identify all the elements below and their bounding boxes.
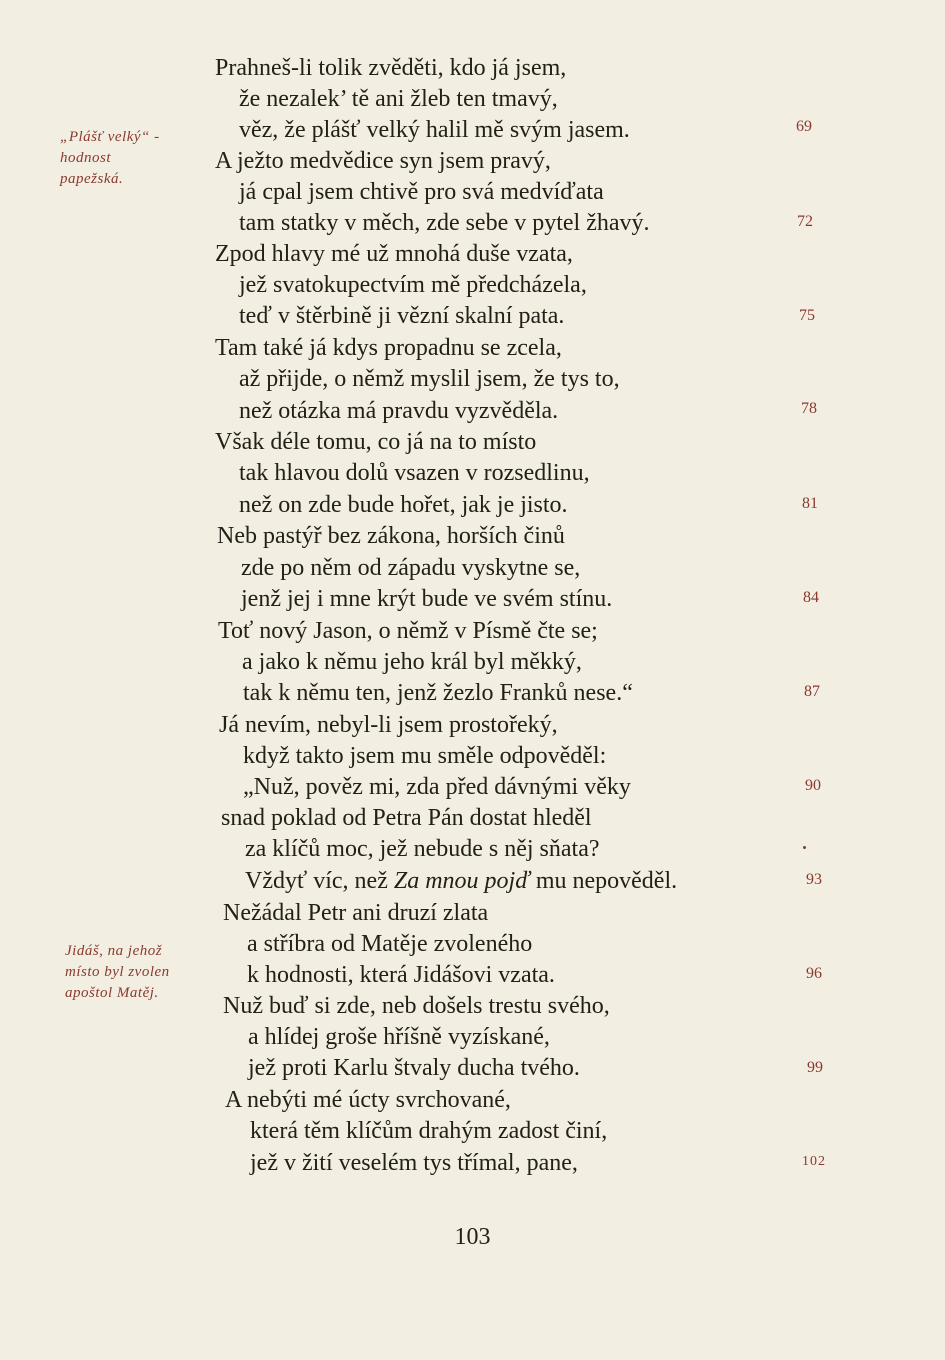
margin-note-line: „Plášť velký“ - [60,129,160,145]
line-number: 87 [804,683,820,700]
verse-line: já cpal jsem chtivě pro svá medvíďata [239,179,604,205]
verse-line: až přijde, o němž myslil jsem, že tys to, [239,366,620,392]
verse-line: když takto jsem mu směle odpověděl: [243,743,607,769]
margin-note-line: papežská. [60,171,124,187]
verse-line: snad poklad od Petra Pán dostat hleděl [221,805,592,831]
page-number: 103 [454,1224,491,1250]
verse-text: mu nepověděl. [529,868,678,894]
verse-line: jež svatokupectvím mě předcházela, [239,272,587,298]
line-number: 81 [802,495,818,512]
verse-line: která těm klíčům drahým zadost činí, [250,1118,608,1144]
verse-line [245,866,677,896]
verse-line: Neb pastýř bez zákona, horších činů [217,523,565,549]
margin-note-line: místo byl zvolen [65,964,170,980]
verse-line: Zpod hlavy mé už mnohá duše vzata, [215,241,573,267]
verse-line: Toť nový Jason, o němž v Písmě čte se; [218,618,598,644]
verse-line: k hodnosti, která Jidášovi vzata. [247,962,555,988]
verse-line: Nežádal Petr ani druzí zlata [223,900,489,926]
line-number: 99 [807,1059,823,1076]
verse-line: a stříbra od Matěje zvoleného [247,931,533,957]
verse-line: a jako k němu jeho král byl měkký, [242,649,582,675]
margin-note-line: Jidáš, na jehož [65,943,163,959]
line-number: 90 [805,777,821,794]
verse-text: Vždyť víc, než [245,868,394,894]
verse-line: než on zde bude hořet, jak je jisto. [239,492,568,518]
line-number: 84 [803,589,819,606]
verse-line: tak k němu ten, jenž žezlo Franků nese.“ [243,680,633,706]
margin-note-line: hodnost [60,150,112,166]
verse-line: za klíčů moc, jež nebude s něj sňata? [245,836,600,862]
verse-line: tam statky v měch, zde sebe v pytel žhavý. [239,210,650,236]
verse-line: Však déle tomu, co já na to místo [215,429,537,455]
verse-line: a hlídej groše hříšně vyzískané, [248,1024,550,1050]
verse-line: jež proti Karlu štvaly ducha tvého. [248,1055,580,1081]
verse-line: Tam také já kdys propadnu se zcela, [215,335,562,361]
verse-line: Já nevím, nebyl-li jsem prostořeký, [219,712,558,738]
margin-note-line: apoštol Matěj. [65,985,159,1001]
line-number: 78 [801,400,817,417]
line-number: 96 [806,965,822,982]
verse-line: Prahneš-li tolik zvěděti, kdo já jsem, [215,55,567,81]
line-number: 72 [797,213,813,230]
verse-line: A nebýti mé úcty svrchované, [225,1087,511,1113]
verse-line: „Nuž, pověz mi, zda před dávnými věky [243,774,631,800]
verse-line: teď v štěrbině ji vězní skalní pata. [239,303,565,329]
verse-line: zde po něm od západu vyskytne se, [241,555,581,581]
verse-line: jenž jej i mne krýt bude ve svém stínu. [241,586,613,612]
verse-emphasis: Za mnou pojď [393,868,530,894]
verse-line: věz, že plášť velký halil mě svým jasem. [239,117,630,143]
line-number: 102 [802,1154,826,1169]
verse-line: než otázka má pravdu vyzvěděla. [239,398,559,424]
verse-line: že nezalek’ tě ani žleb ten tmavý, [239,86,558,112]
line-number: 69 [796,118,812,135]
line-number: 75 [799,307,815,324]
verse-line: tak hlavou dolů vsazen v rozsedlinu, [239,460,590,486]
verse-line: jež v žití veselém tys třímal, pane, [250,1150,578,1176]
verse-line: Nuž buď si zde, neb došels trestu svého, [223,993,610,1019]
line-number: 93 [806,871,822,888]
stray-mark [803,846,806,849]
verse-line: A ježto medvědice syn jsem pravý, [215,148,551,174]
